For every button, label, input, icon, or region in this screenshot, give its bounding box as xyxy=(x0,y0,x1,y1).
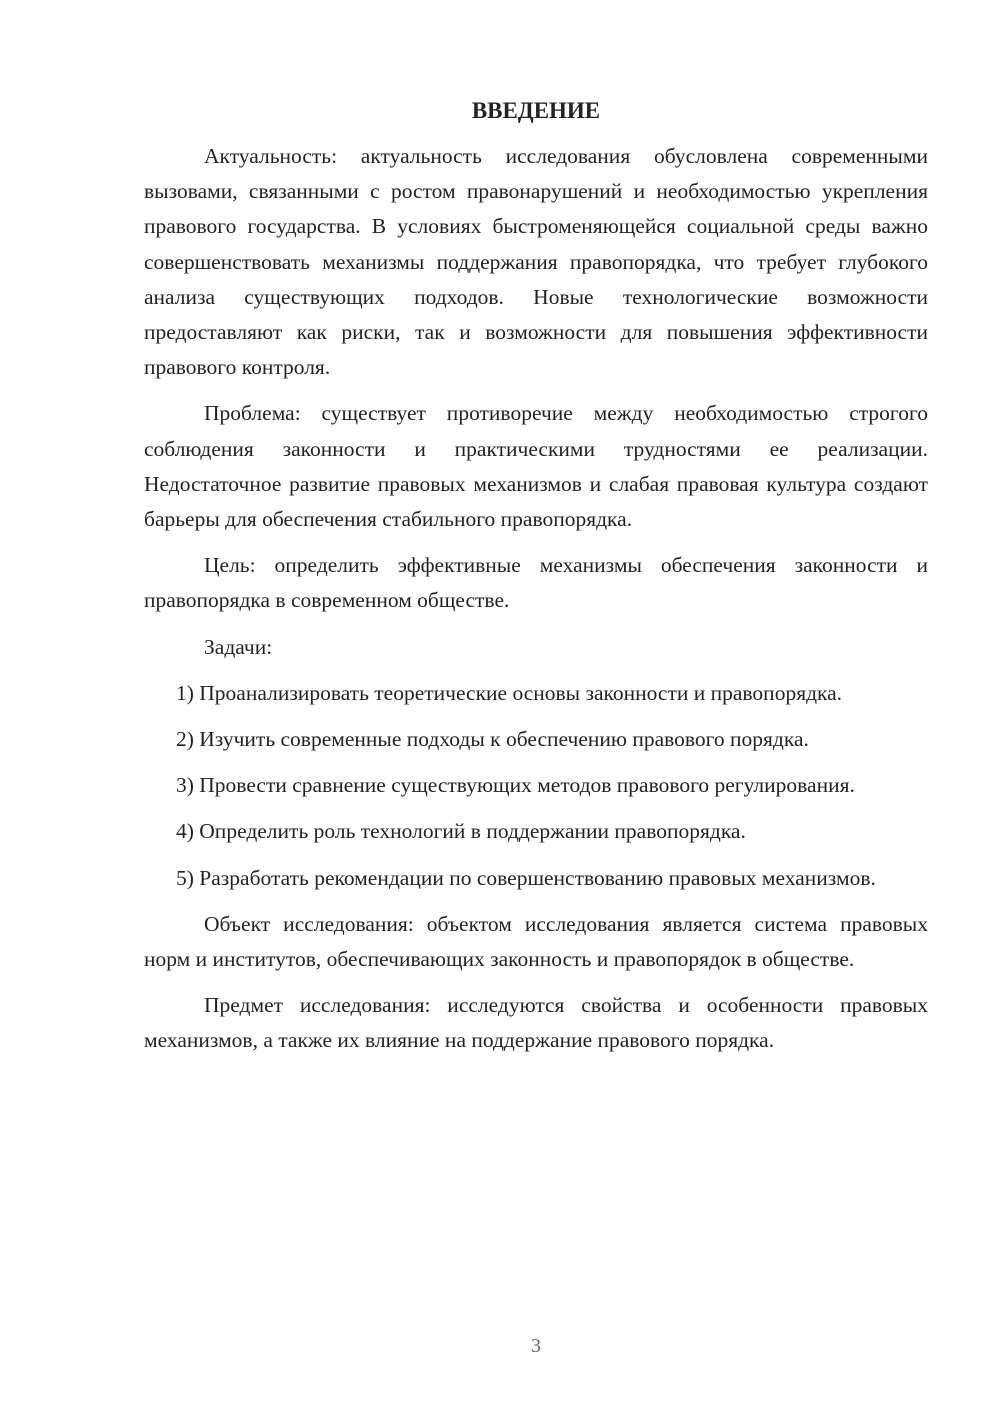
paragraph-goal: Цель: определить эффективные механизмы обеспечения законности и правопорядка в современном обществе. xyxy=(144,553,928,613)
paragraph-relevance: Актуальность: актуальность исследования обусловлена современными вызовами, связанными с ростом правонарушений и необходимостью укрепления правового государства. В условиях быстроменяющейся социальной среды важно совершенствовать механизмы поддержания правопорядка, что требует глубокого анализа существующих подходов. Новые технологические возможности предоставляют как риски, так и возможности для повышения эффективности правового контроля. xyxy=(144,144,928,380)
task-item-1: 1) Проанализировать теоретические основы законности и правопорядка. xyxy=(176,680,843,705)
paragraph-subject: Предмет исследования: исследуются свойства и особенности правовых механизмов, а также их влияние на поддержание правового порядка. xyxy=(144,993,928,1053)
document-page xyxy=(144,95,928,1059)
paragraph-tasks-heading: Задачи: xyxy=(204,634,273,659)
task-item-4: 4) Определить роль технологий в поддержании правопорядка. xyxy=(176,819,746,844)
task-item-5: 5) Разработать рекомендации по совершенствованию правовых механизмов. xyxy=(176,865,876,890)
paragraph-problem: Проблема: существует противоречие между необходимостью строгого соблюдения законности и практическими трудностями ее реализации. Недостаточное развитие правовых механизмов и слабая правовая культура создают барьеры для обеспечения стабильного правопорядка. xyxy=(144,401,928,532)
page-number: 3 xyxy=(531,1335,541,1357)
section-title: ВВЕДЕНИЕ xyxy=(471,98,601,123)
task-item-3: 3) Провести сравнение существующих методов правового регулирования. xyxy=(176,773,855,798)
paragraph-object: Объект исследования: объектом исследования является система правовых норм и институтов, обеспечивающих законность и правопорядок в обществе. xyxy=(144,911,928,972)
task-item-2: 2) Изучить современные подходы к обеспечению правового порядка. xyxy=(176,727,809,752)
